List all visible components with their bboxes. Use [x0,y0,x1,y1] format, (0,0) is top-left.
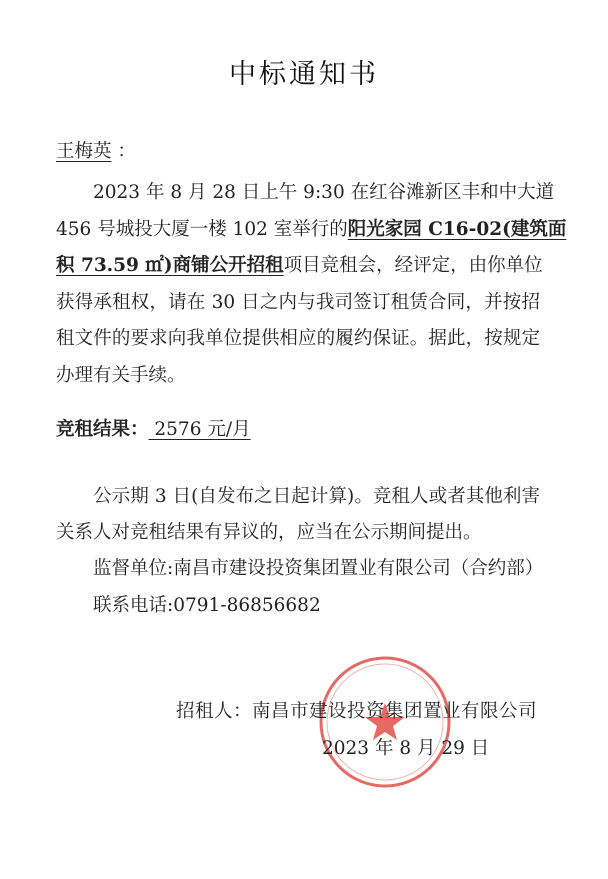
text-segment: 2023 年 8 月 28 日上午 9:30 在红谷滩新区丰和中大道 [56,182,555,203]
paragraph-line [56,291,540,315]
addressee-line [56,140,540,164]
text-segment: 456 号城投大厦一楼 102 室举行的 [56,218,348,240]
result-line [56,418,540,442]
paragraph-line [56,254,543,278]
paragraph-line [56,364,540,388]
result-value: 2576 元/月 [148,419,251,440]
addressee-colon: ： [111,141,136,162]
paragraph-line [56,327,540,351]
text-segment: 获得承租权，请在 30 日之内与我司签订租赁合同，并按招 [56,291,540,313]
addressee-name: 王梅英 [56,141,112,162]
text-segment: 办理有关手续。 [56,364,186,386]
paragraph-line [56,181,555,205]
supervisor-line: 监督单位:南昌市建设投资集团置业有限公司（合约部） [56,558,544,579]
notice-line-1: 公示期 3 日(自发布之日起计算)。竞租人或者其他利害 [56,486,540,507]
paragraph-line [56,218,567,242]
notice-line-2: 关系人对竞租结果有异议的，应当在公示期间提出。 [56,522,482,543]
lessor-line: 招租人：南昌市建设投资集团置业有限公司 [176,701,538,722]
text-segment: 租文件的要求向我单位提供相应的履约保证。据此，按规定 [56,328,540,349]
result-label: 竞租结果： [56,419,149,440]
document-title: 中标通知书 [229,59,379,90]
project-name: 阳光家园 C16-02(建筑面 [347,218,567,240]
phone-line: 联系电话:0791-86856682 [56,595,321,616]
project-name: 积 73.59 ㎡)商铺公开招租 [56,255,284,276]
date-line: 2023 年 8 月 29 日 [322,738,490,759]
text-segment: 项目竞租会，经评定，由你单位 [283,255,543,276]
